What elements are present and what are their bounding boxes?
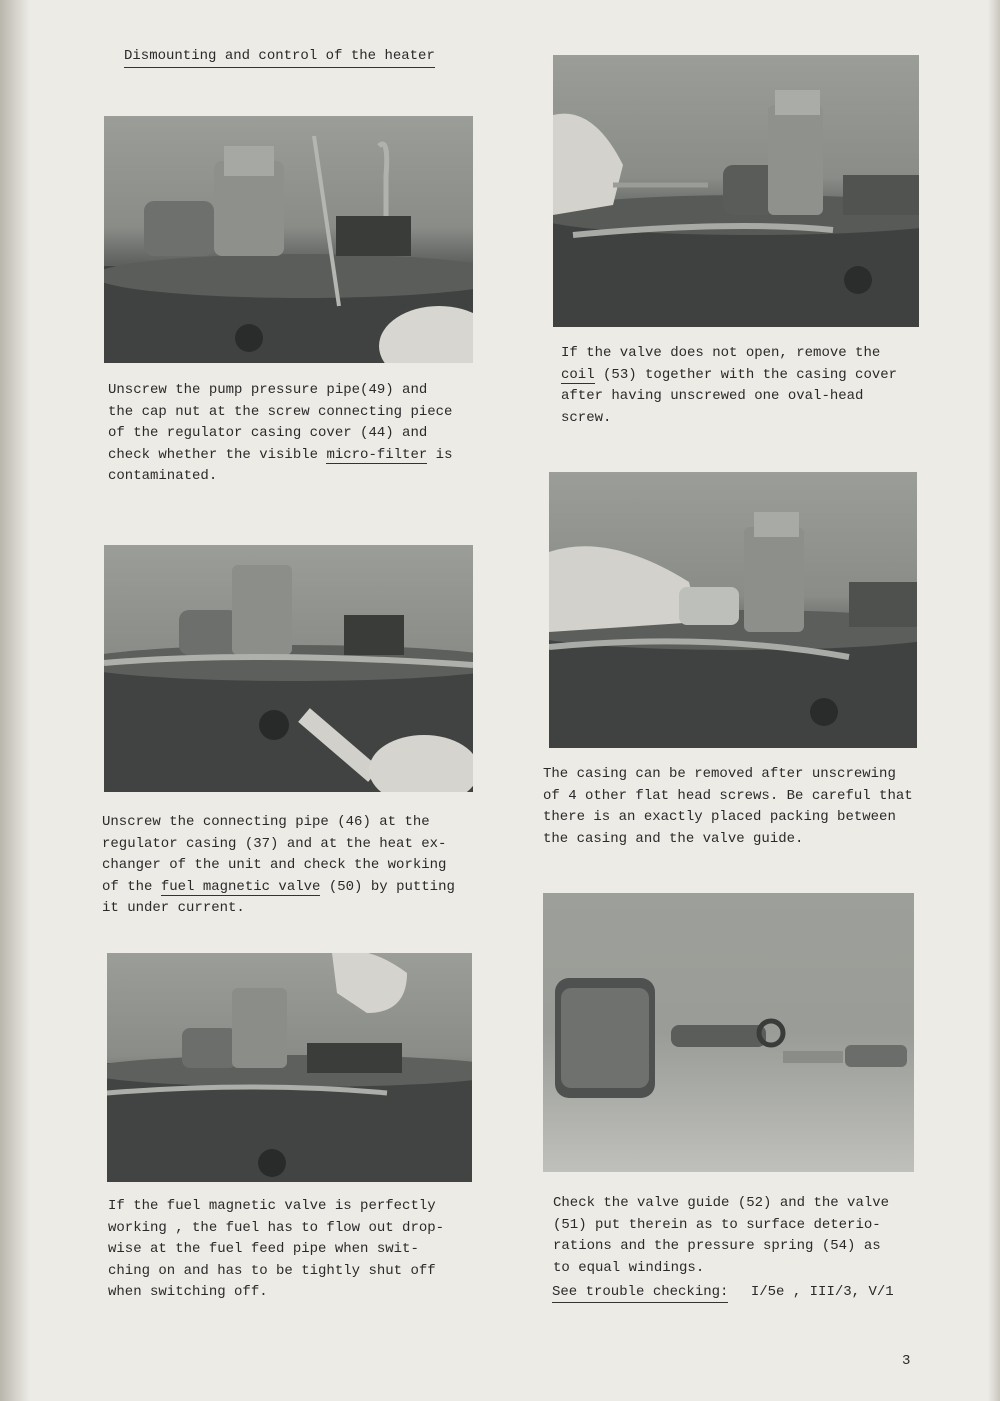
photo-casing-removal <box>549 472 917 748</box>
caption-5: If the fuel magnetic valve is perfectly working , the fuel has to flow out drop- wise at the fuel feed pipe when swit- ching on and has to be tightly shut off when switching off. <box>108 1198 445 1300</box>
binding-shadow <box>0 0 30 1401</box>
page-heading: Dismounting and control of the heater <box>124 48 435 68</box>
page-edge <box>988 0 1000 1401</box>
caption-2: If the valve does not open, remove the coil (53) together with the casing cover after having unscrewed one oval-head screw. <box>561 345 898 426</box>
page-number: 3 <box>902 1353 911 1369</box>
photo-pump-pressure-pipe <box>104 116 473 363</box>
micro-filter-term: micro-filter <box>326 446 428 463</box>
photo-connecting-pipe <box>104 545 473 792</box>
photo-coil-removal <box>553 55 919 327</box>
trouble-checking-label: See trouble checking: <box>552 1284 728 1303</box>
fuel-magnetic-valve-term: fuel magnetic valve <box>160 878 321 895</box>
caption-1: Unscrew the pump pressure pipe(49) and the cap nut at the screw connecting piece of the regulator casing cover (44) and check whether the visible micro-filter is contaminated. <box>108 382 453 484</box>
trouble-checking-reference <box>552 1284 894 1300</box>
caption-4: The casing can be removed after unscrewing of 4 other flat head screws. Be careful that there is an exactly placed packing between the casing and the valve guide. <box>543 766 913 847</box>
photo-fuel-valve-test <box>107 953 472 1182</box>
caption-3: Unscrew the connecting pipe (46) at the regulator casing (37) and at the heat ex- changer of the unit and check the working of the fuel magnetic valve (50) by putting it under current. <box>102 814 455 916</box>
trouble-checking-refs: I/5e , III/3, V/1 <box>750 1284 894 1300</box>
coil-term: coil <box>561 366 595 383</box>
caption-6: Check the valve guide (52) and the valve (51) put therein as to surface deterio- rations and the pressure spring (54) as to equal windings. <box>553 1195 890 1276</box>
photo-valve-parts <box>543 893 914 1172</box>
